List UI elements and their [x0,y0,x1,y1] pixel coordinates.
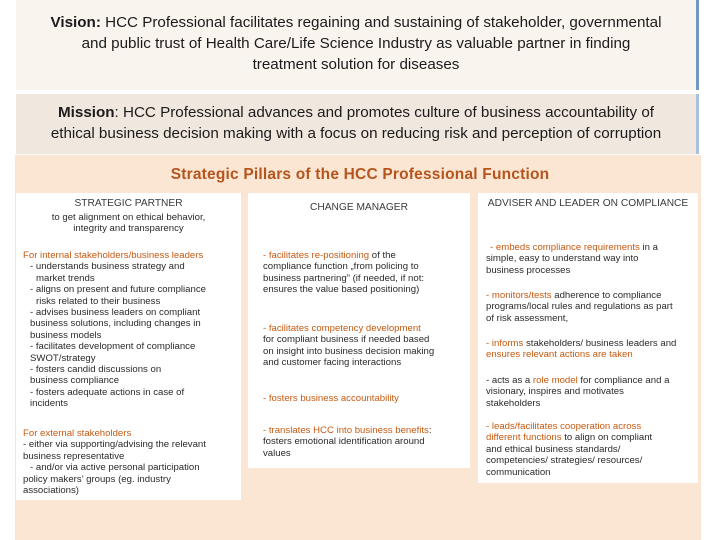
list-item: business partnering” (if needed, if not: [263,272,425,284]
list-item: to align on compliant [561,432,653,444]
list-item: - advises business leaders on compliant [30,307,201,319]
list-item: business solutions, including changes in [30,318,201,330]
vision-line: treatment solution for diseases [252,56,460,73]
list-item: and customer facing interactions [263,357,402,369]
list-item: - either via supporting/advising the relevant [23,439,206,451]
list-item: simple, easy to understand way into [486,253,639,265]
list-item: competencies/ strategies/ resources/ [486,455,643,467]
mission-statement [16,94,696,154]
external-stakeholders-title: For external stakeholders [23,428,132,439]
pillar-adviser-leader [478,193,698,483]
emphasis-text: ensures relevant actions are taken [486,349,633,361]
pillar-subheading: to get alignment on ethical behavior, [51,212,206,223]
emphasis-text: - informs [486,338,524,349]
pillar-subheading: integrity and transparency [73,223,184,235]
internal-stakeholders-title: For internal stakeholders/business leaders [23,250,204,261]
list-item: business models [30,329,102,341]
pillar-heading: STRATEGIC PARTNER [74,198,183,209]
mission-line: ethical business decision making with a focus on reducing risk and perception of corruption [50,125,662,142]
emphasis-text: role model [532,375,578,386]
list-item: market trends [36,272,95,284]
emphasis-text: different functions [486,432,562,444]
emphasis-text: - embeds compliance requirements [490,242,640,253]
list-item: - fosters adequate actions in case of [30,386,185,398]
list-item: - and/or via active personal participation [30,462,200,474]
pillar-heading: CHANGE MANAGER [310,202,408,213]
list-item: - facilitates development of compliance [30,341,196,353]
list-item: risks related to their business [36,295,161,307]
pillar-strategic-partner [16,193,241,500]
list-item: - aligns on present and future compliance [30,284,206,296]
mission-label: Mission [58,104,115,121]
list-item: : [428,425,432,436]
list-item: communication [486,466,551,478]
vision-label: Vision: [50,14,101,31]
emphasis-text: - leads/facilitates cooperation across [486,421,642,432]
vision-line: HCC Professional facilitates regaining and sustaining of stakeholder, governmental [100,14,662,31]
emphasis-text: - facilitates re-positioning [263,250,370,261]
list-item: - acts as a [486,375,533,386]
list-item: business compliance [30,375,120,387]
emphasis-text: - monitors/tests [486,290,552,301]
list-item: business representative [23,450,125,462]
list-item: - understands business strategy and [30,261,185,273]
list-item: ensures the value based positioning) [263,284,420,296]
list-item: associations) [23,485,79,497]
list-item: on insight into business decision making [263,345,435,357]
list-item: for compliant business if needed based [263,334,430,346]
list-item: in a [639,242,658,253]
emphasis-text: - translates HCC into business benefits [263,425,429,436]
list-item: values [263,447,291,459]
list-item: for compliance and a [577,375,670,386]
list-item: SWOT/strategy [30,352,96,364]
list-item: of risk assessment, [486,312,569,324]
emphasis-text: - facilitates competency development [263,323,421,334]
pillar-heading: ADVISER AND LEADER ON COMPLIANCE [487,198,689,209]
pillar-change-manager [248,193,470,468]
list-item: stakeholders/ business leaders and [523,338,677,349]
list-item: incidents [30,398,68,410]
list-item: programs/local rules and regulations as part [486,301,673,313]
list-item: business processes [486,264,571,276]
list-item: policy makers’ groups (eg. industry [23,473,171,485]
list-item: adherence to compliance [551,290,662,301]
emphasis-text: - fosters business accountability [263,393,399,404]
list-item: stakeholders [486,397,541,409]
mission-line: : HCC Professional advances and promotes culture of business accountability of [114,104,654,121]
vision-edge-bar [696,0,699,90]
list-item: compliance function „from policing to [263,261,419,273]
mission-edge-bar [696,94,699,154]
list-item: of the [369,250,396,261]
list-item: visionary, inspires and motivates [486,386,624,398]
vision-statement [16,0,696,90]
vision-line: and public trust of Health Care/Life Science Industry as valuable partner in finding [81,35,631,52]
list-item: and ethical business standards/ [486,443,621,455]
pillars-title: Strategic Pillars of the HCC Professional Function [170,166,550,183]
list-item: fosters emotional identification around [263,436,425,448]
list-item: - fosters candid discussions on [30,364,162,376]
